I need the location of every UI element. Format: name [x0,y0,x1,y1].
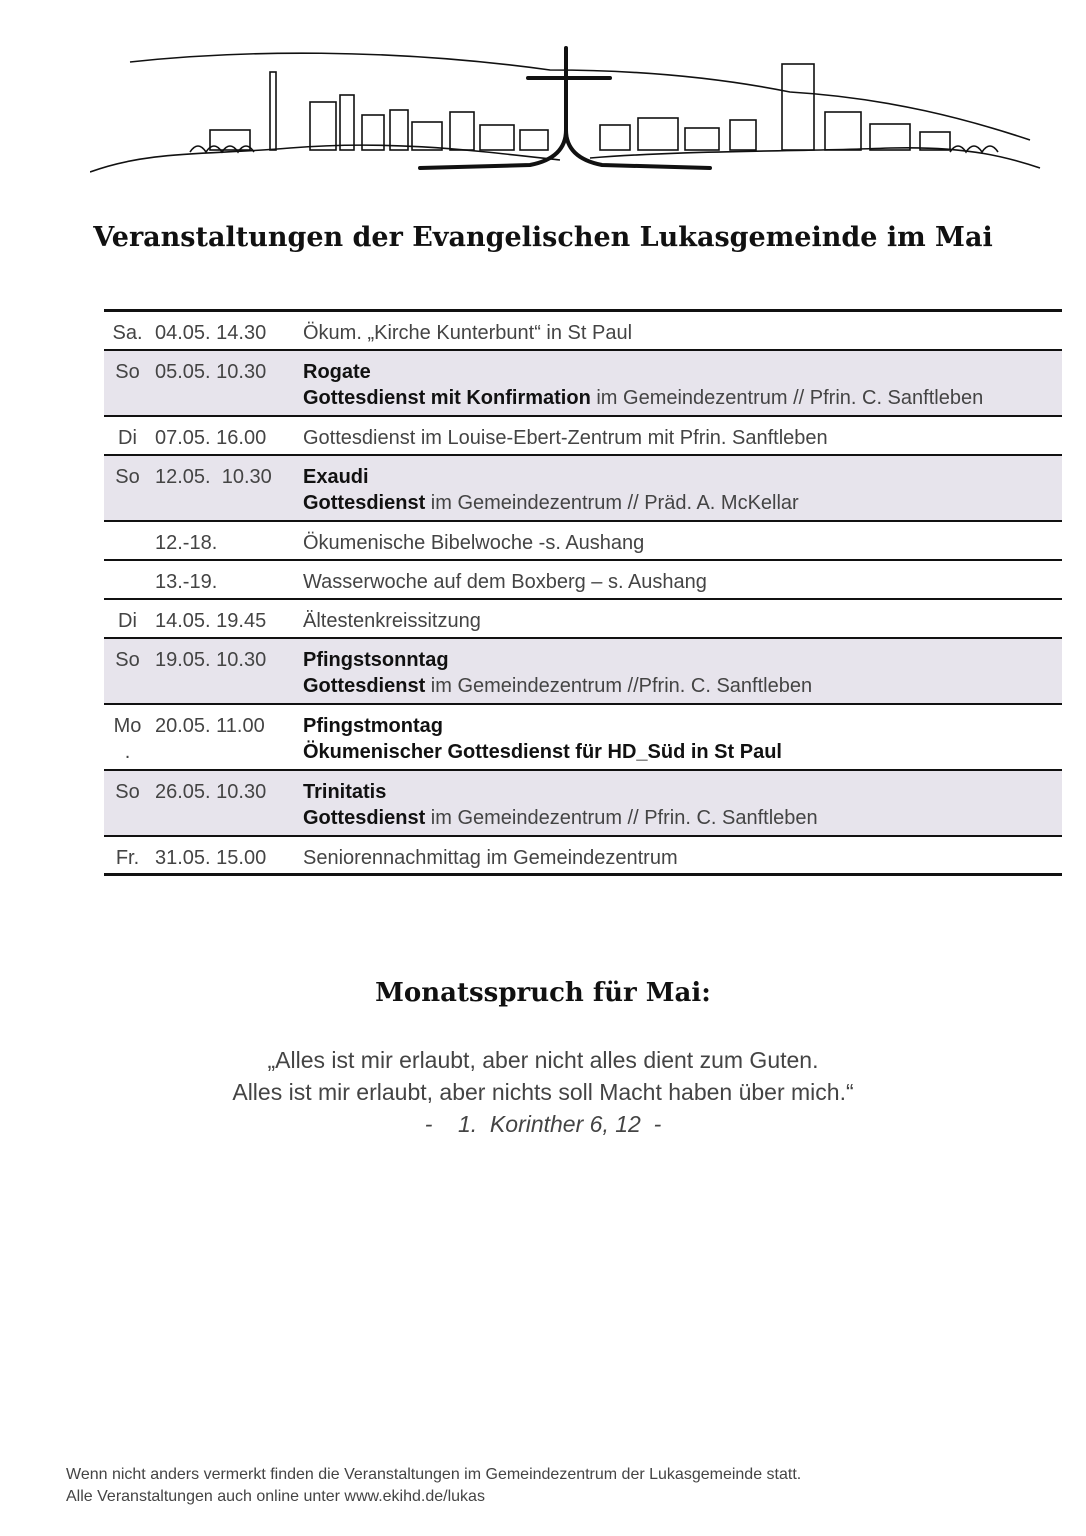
event-day: So [115,466,140,488]
event-text: Gottesdienst im Louise-Ebert-Zentrum mit Pfrin. Sanftleben [303,427,828,449]
event-row [104,312,1062,351]
event-line [303,608,1062,634]
event-day: Mo . [113,715,142,763]
event-description [303,845,1062,873]
event-line [303,673,1062,699]
event-description [303,608,1062,637]
event-description [303,359,1062,415]
footer-note [66,1464,801,1508]
event-line [303,569,1062,595]
event-text: im Gemeindezentrum // Pfrin. C. Sanftleben [590,387,984,409]
quote-line-1: „Alles ist mir erlaubt, aber nicht alles dient zum Guten. [267,1047,819,1073]
footer-line-1: Wenn nicht anders vermerkt finden die Veranstaltungen im Gemeindezentrum der Lukasgemeinde statt. [66,1466,802,1483]
event-row [104,837,1062,876]
event-day: Di [118,610,137,632]
event-day: So [115,361,140,383]
event-description [303,320,1062,349]
event-row [104,705,1062,771]
event-text: im Gemeindezentrum // Präd. A. McKellar [425,492,799,514]
event-day: So [115,781,140,803]
monatsspruch-title: Monatsspruch für Mai: [375,978,711,1008]
event-row [104,417,1062,456]
event-line [303,713,1062,739]
event-text: Seniorennachmittag im Gemeindezentrum [303,847,678,869]
event-line [303,359,1062,385]
event-text-bold: Trinitatis [303,781,387,803]
event-text: im Gemeindezentrum // Pfrin. C. Sanftleben [425,807,818,829]
event-row [104,600,1062,639]
event-day [104,530,151,559]
event-line [303,385,1062,411]
event-text: Ökum. „Kirche Kunterbunt“ in St Paul [303,322,633,344]
event-text: im Gemeindezentrum //Pfrin. C. Sanftleben [425,675,813,697]
event-text-bold: Rogate [303,361,371,383]
event-line [303,805,1062,831]
event-day: Di [118,427,137,449]
event-description [303,779,1062,835]
event-text-bold: Pfingstmontag [303,715,443,737]
quote-reference: - 1. Korinther 6, 12 - [424,1111,662,1137]
event-day [104,569,151,598]
event-row [104,639,1062,705]
event-line [303,647,1062,673]
event-line [303,425,1062,451]
event-description [303,569,1062,598]
event-text-bold: Gottesdienst [303,807,426,829]
event-date: 20.05. 11.00 [155,715,265,737]
event-line [303,464,1062,490]
event-text: Ökumenische Bibelwoche -s. Aushang [303,532,645,554]
event-text-bold: Pfingstsonntag [303,649,449,671]
event-date: 26.05. 10.30 [155,781,267,803]
event-text-bold: Gottesdienst mit Konfirmation [303,387,591,409]
event-description [303,713,1062,769]
event-date: 12.-18. [155,532,218,554]
event-line [303,490,1062,516]
event-day: Sa. [112,322,143,344]
event-row [104,456,1062,522]
quote-line-2: Alles ist mir erlaubt, aber nichts soll Macht haben über mich.“ [232,1079,854,1105]
event-date: 13.-19. [155,571,218,593]
event-text: Wasserwoche auf dem Boxberg – s. Aushang [303,571,707,593]
event-row [104,522,1062,561]
event-row [104,561,1062,600]
event-text-bold: Ökumenischer Gottesdienst für HD_Süd in St Paul [303,741,782,763]
event-day: Fr. [115,847,140,869]
event-line [303,530,1062,556]
event-line [303,845,1062,871]
event-date: 05.05. 10.30 [155,361,267,383]
event-date: 04.05. 14.30 [155,322,267,344]
monatsspruch-quote [0,1044,1086,1140]
page-title: Veranstaltungen der Evangelischen Lukasgemeinde im Mai [93,222,993,253]
event-date: 07.05. 16.00 [155,427,267,449]
event-date: 12.05. 10.30 [155,466,272,488]
event-line [303,320,1062,346]
event-description [303,647,1062,703]
event-text-bold: Gottesdienst [303,675,426,697]
event-description [303,530,1062,559]
event-text-bold: Exaudi [303,466,369,488]
event-row [104,351,1062,417]
event-text-bold: Gottesdienst [303,492,426,514]
event-row [104,771,1062,837]
event-date: 31.05. 15.00 [155,847,267,869]
event-line [303,739,1062,765]
event-day: So [115,649,140,671]
skyline-cross-illustration [90,40,1045,180]
event-text: Ältestenkreissitzung [303,610,481,632]
event-date: 19.05. 10.30 [155,649,267,671]
event-description [303,425,1062,454]
footer-line-2: Alle Veranstaltungen auch online unter www.ekihd.de/lukas [66,1488,485,1505]
events-table [104,309,1062,876]
event-description [303,464,1062,520]
event-line [303,779,1062,805]
event-date: 14.05. 19.45 [155,610,267,632]
